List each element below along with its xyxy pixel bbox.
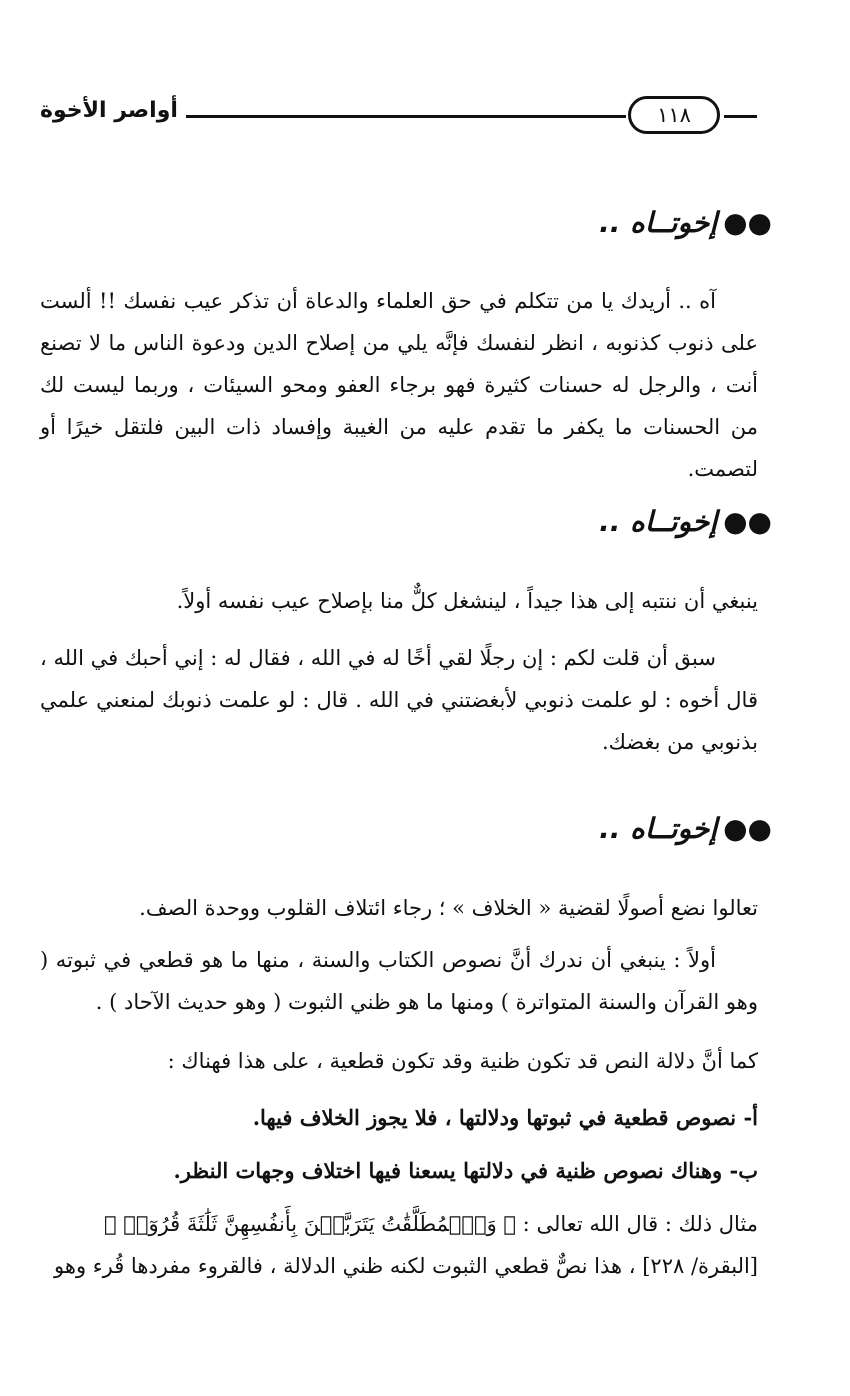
quran-verse: مثال ذلك : قال الله تعالى : ﴿ وَٱلۡمُطَلَّقَٰتُ يَتَرَبَّصۡنَ بِأَنفُسِهِنَّ ثَلَٰثَةَ قُرُوٓءٖ ﴾	[103, 1212, 758, 1236]
paragraph: أولاً : ينبغي أن ندرك أنَّ نصوص الكتاب والسنة ، منها ما هو قطعي في ثبوته ( وهو القرآن والسنة المتواترة ) ومنها ما هو ظني الثبوت ( وهو حديث الآحاد ) .	[40, 948, 758, 1014]
header-rule	[186, 115, 626, 118]
paragraph: كما أنَّ دلالة النص قد تكون ظنية وقد تكون قطعية ، على هذا فهناك :	[167, 1049, 758, 1073]
bullet-icon: ●●	[723, 812, 772, 845]
bullet-icon: ●●	[723, 206, 772, 239]
paragraph: سبق أن قلت لكم : إن رجلًا لقي أخًا له في الله ، فقال له : إني أحبك في الله ، قال أخوه : لو علمت ذنوبي لأبغضتني في الله . قال : لو علمت ذنوبك لمنعني علمي بذنوبي من بغضك.	[40, 646, 758, 754]
list-item: أ- نصوص قطعية في ثبوتها ودلالتها ، فلا يجوز الخلاف فيها.	[252, 1105, 758, 1130]
header-rule-end	[724, 115, 757, 118]
section-heading	[599, 206, 772, 239]
section-heading-text: إخوتــاه ..	[599, 206, 718, 239]
section-heading	[599, 505, 772, 538]
paragraph: ينبغي أن ننتبه إلى هذا جيداً ، لينشغل كلٌّ منا بإصلاح عيب نفسه أولاً.	[176, 589, 758, 613]
bullet-icon: ●●	[723, 505, 772, 538]
section-heading	[599, 812, 772, 845]
list-item: ب- وهناك نصوص ظنية في دلالتها يسعنا فيها اختلاف وجهات النظر.	[173, 1158, 758, 1183]
paragraph: تعالوا نضع أصولًا لقضية « الخلاف » ؛ رجاء ائتلاف القلوب ووحدة الصف.	[139, 896, 758, 920]
section-heading-text: إخوتــاه ..	[599, 812, 718, 845]
paragraph: آه .. أريدك يا من تتكلم في حق العلماء والدعاة أن تذكر عيب نفسك !! ألست على ذنوب كذنوبه ، انظر لنفسك فإنَّه يلي من إصلاح الدين ودعوة الناس ما لا تصنع أنت ، والرجل له حسنات كثيرة فهو برجاء العفو ومحو السيئات ، وربما ليست لك من الحسنات ما يكفر ما تقدم عليه من الغيبة وإفساد ذات البين فلتقل خيرًا أو لتصمت.	[40, 289, 758, 481]
running-title: أواصر الأخوة	[40, 98, 178, 123]
page-number: ١١٨	[628, 96, 720, 134]
section-heading-text: إخوتــاه ..	[599, 505, 718, 538]
paragraph: [البقرة/ ٢٢٨] ، هذا نصٌّ قطعي الثبوت لكنه ظني الدلالة ، فالقروء مفردها قُرء وهو	[54, 1254, 758, 1278]
